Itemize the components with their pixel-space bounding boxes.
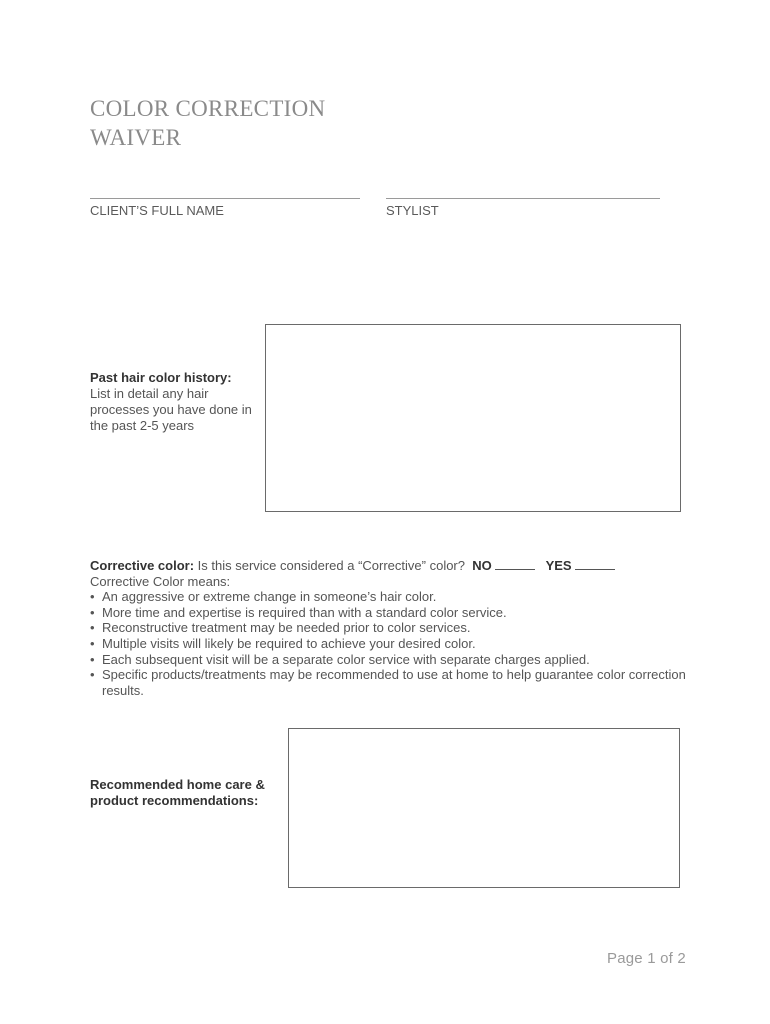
yes-option-label: YES (545, 558, 572, 573)
title-line-1: COLOR CORRECTION (90, 96, 326, 121)
no-option-blank[interactable] (495, 559, 535, 570)
history-input-box[interactable] (265, 324, 681, 512)
list-item-text: An aggressive or extreme change in someone’s hair color. (102, 589, 437, 605)
history-heading: Past hair color history: (90, 370, 232, 385)
page-title (90, 94, 490, 152)
client-name-field[interactable] (90, 198, 360, 219)
homecare-heading: Recommended home care & product recommendations: (90, 777, 265, 808)
list-item-text: Reconstructive treatment may be needed prior to color services. (102, 620, 471, 636)
history-description: List in detail any hair processes you have done in the past 2-5 years (90, 386, 252, 433)
stylist-line[interactable] (386, 198, 660, 199)
stylist-field[interactable] (386, 198, 660, 219)
page-number: Page 1 of 2 (607, 950, 686, 967)
no-option-label: NO (472, 558, 492, 573)
corrective-question: Is this service considered a “Corrective” color? (197, 558, 465, 573)
list-item-text: Specific products/treatments may be recommended to use at home to help guarantee color correction results. (102, 667, 686, 698)
bullet-glyph: • (90, 604, 95, 620)
list-item (90, 605, 690, 621)
list-item (90, 620, 690, 636)
list-item (90, 589, 690, 605)
corrective-section (90, 558, 690, 698)
stylist-label: STYLIST (386, 203, 439, 218)
corrective-list (90, 589, 690, 698)
list-item-text: Each subsequent visit will be a separate color service with separate charges applied. (102, 651, 590, 667)
list-item (90, 636, 690, 652)
homecare-label (90, 777, 280, 809)
client-name-label: CLIENT’S FULL NAME (90, 203, 224, 218)
bullet-glyph: • (90, 589, 95, 605)
list-item (90, 652, 690, 668)
list-item (90, 667, 690, 698)
bullet-glyph: • (90, 635, 95, 651)
bullet-glyph: • (90, 667, 95, 683)
corrective-question-line (90, 558, 690, 574)
history-label (90, 370, 260, 434)
bullet-glyph: • (90, 620, 95, 636)
homecare-input-box[interactable] (288, 728, 680, 888)
list-item-text: More time and expertise is required than with a standard color service. (102, 604, 507, 620)
yes-option-blank[interactable] (575, 559, 615, 570)
corrective-means-label: Corrective Color means: (90, 573, 231, 589)
list-item-text: Multiple visits will likely be required to achieve your desired color. (102, 635, 476, 651)
corrective-heading: Corrective color: (90, 558, 195, 573)
client-name-line[interactable] (90, 198, 360, 199)
bullet-glyph: • (90, 651, 95, 667)
title-line-2: WAIVER (90, 125, 182, 150)
